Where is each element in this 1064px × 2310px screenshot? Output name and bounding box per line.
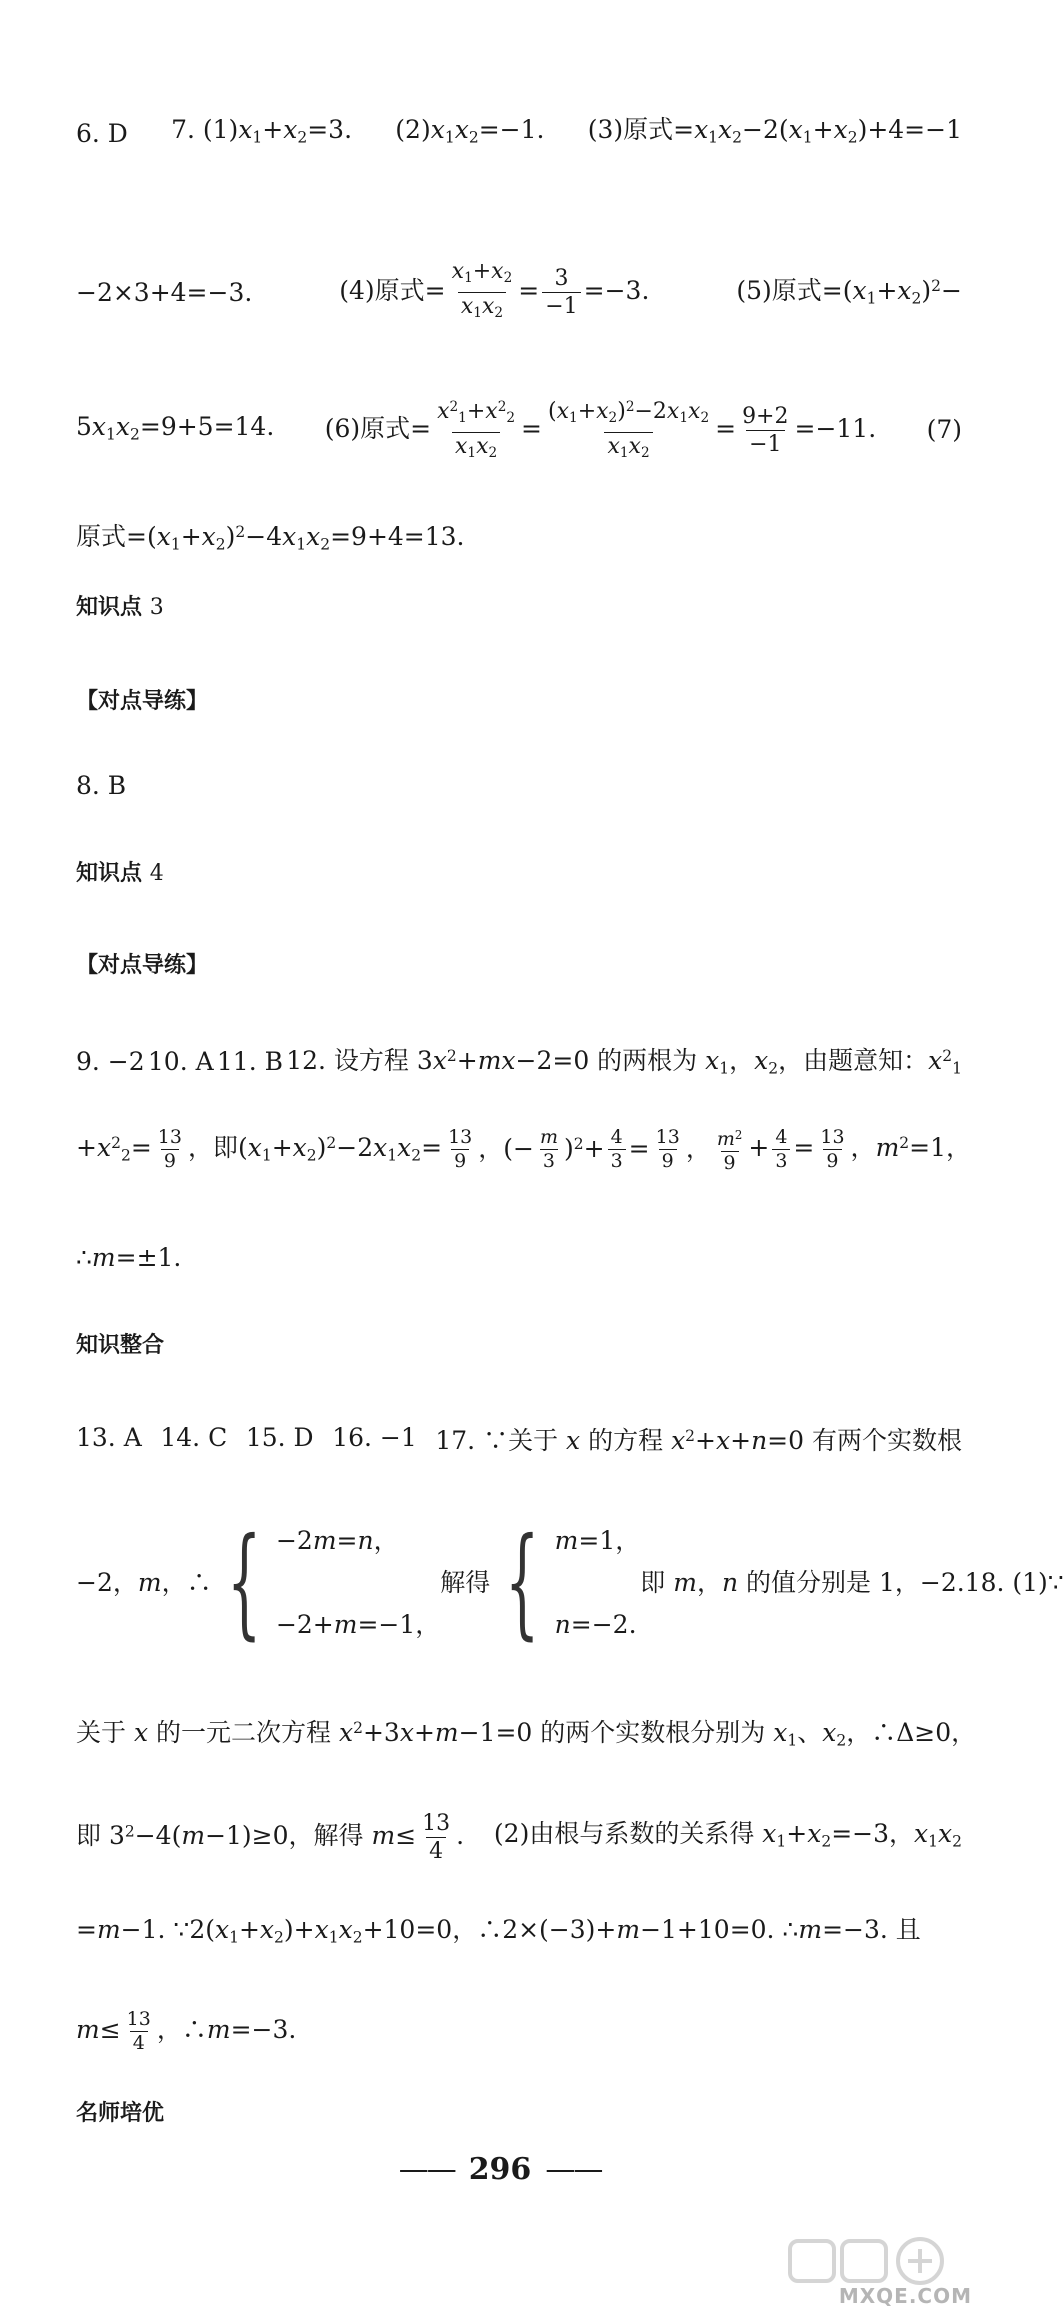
answer-12: 12. 设方程 $3x^2+mx-2=0$ 的两根为 $x_1$，$x_2$，由题意知：$x^2_1$ bbox=[286, 1045, 962, 1078]
answer-18-label: 18. (1)∵ bbox=[964, 1568, 1064, 1597]
answer-10: 10. A bbox=[147, 1047, 214, 1077]
answer-line-17-cont: −2，m，∴ { −2m=n， −2+m=−1， 解得 { m=1， n=−2. 即 m，n 的值分别是 1，−2. 18. (1)∵ bbox=[76, 1513, 1064, 1652]
fraction: $\frac{(x_1+x_2)^2-2x_1x_2}{x_1x_2}$ bbox=[545, 394, 712, 467]
fraction: $\frac{4}{3}$ bbox=[772, 1126, 790, 1173]
fraction: $\frac{13}{9}$ bbox=[448, 1125, 473, 1172]
answer-line-18-2: 即 $3^2-4(m-1)\ge 0$，解得 m≤ $\frac{13}{4}$ . (2)由根与系数的关系得 $x_1+x_2=-3$，$x_1x_2$ bbox=[76, 1811, 962, 1864]
answer-7-6: (6)原式= $\frac{x^2_1+x^2_2}{x_1x_2}$ = $\frac{(x_1+x_2)^2-2x_1x_2}{x_1x_2}$ = $\frac{9+2}{-1}$ =−11. bbox=[325, 394, 876, 467]
fraction: $\frac{13}{9}$ bbox=[655, 1126, 680, 1173]
answer-line-7-6 bbox=[76, 394, 962, 467]
answer-line-18-1: 关于 x 的一元二次方程 $x^2+3x+m-1=0$ 的两个实数根分别为 $x_1$、$x_2$，∴Δ≥0， bbox=[76, 1717, 977, 1750]
answer-15: 15. D bbox=[245, 1423, 314, 1453]
answer-17: 17. ∵关于 x 的方程 $x^2+x+n=0$ 有两个实数根 bbox=[435, 1425, 962, 1455]
answer-7-3-cont: −2×3+4=−3. bbox=[76, 277, 253, 307]
equation-system: { −2m=n， −2+m=−1， bbox=[226, 1513, 441, 1652]
section-heading-practice-1: 【对点导练】 bbox=[76, 689, 209, 714]
section-heading-knowledge-integration: 知识整合 bbox=[76, 1333, 165, 1358]
fraction: $\frac{13}{4}$ bbox=[422, 1811, 451, 1864]
answer-14: 14. C bbox=[160, 1423, 228, 1453]
fraction: $\frac{13}{9}$ bbox=[820, 1125, 845, 1172]
answer-6: 6. D bbox=[76, 118, 128, 148]
answer-7-4: (4)原式= $\frac{x_1+x_2}{x_1x_2}$ = $\frac{3}{-1}$ =−3. bbox=[339, 258, 649, 327]
answer-line-7-7: 原式$=(x_1+x_2)^2-4x_1x_2=9+4=13$. bbox=[76, 521, 465, 554]
fraction: $\frac{3}{-1}$ bbox=[542, 265, 580, 320]
answer-16: 16. −1 bbox=[332, 1423, 417, 1453]
answer-11: 11. B bbox=[216, 1047, 283, 1077]
answer-line-18-end: m≤ $\frac{13}{4}$ ，∴m=−3. bbox=[76, 2008, 297, 2054]
fraction: $\frac{x_1+x_2}{x_1x_2}$ bbox=[449, 258, 516, 327]
answer-line-9-12 bbox=[76, 1038, 962, 1086]
fraction: $\frac{13}{4}$ bbox=[126, 2008, 151, 2054]
answer-line-7-4-5 bbox=[76, 258, 962, 327]
answer-13: 13. A bbox=[76, 1423, 142, 1453]
answer-9: 9. −2 bbox=[76, 1047, 145, 1077]
answer-7-5-cont: $5x_1x_2=9+5=14$. bbox=[76, 411, 275, 444]
answer-7-5: (5)原式$=(x_1+x_2)^2-$ bbox=[736, 276, 962, 308]
watermark-url: MXQE.COM bbox=[838, 2284, 972, 2308]
answer-7-7-label: (7) bbox=[926, 415, 962, 445]
fraction: $\frac{4}{3}$ bbox=[608, 1126, 626, 1173]
answer-line-6-7 bbox=[76, 112, 962, 156]
answer-line-13-17 bbox=[76, 1418, 962, 1459]
page-number: —— 296 —— bbox=[398, 2152, 602, 2187]
answer-7-2: $(2)x_1x_2=-1$. bbox=[395, 115, 545, 147]
answer-line-12-cont: $+x^2_2=$ $\frac{13}{9}$ ，即$(x_1+x_2)^2-2x_1x_2=$ $\frac{13}{9}$ ，(− $\frac{m}{3}$ )$^2$+ $\frac{4}{3}$ = $\frac{13}{9}$ ， $\frac{m^2}{9}$ + $\frac{4}{3}$ = $\frac{13}{9}$ ，$m^2=1$， bbox=[76, 1125, 972, 1174]
solution-system: { m=1， n=−2. bbox=[505, 1513, 641, 1652]
fraction: $\frac{m^2}{9}$ bbox=[716, 1127, 743, 1174]
fraction: $\frac{m}{3}$ bbox=[539, 1126, 558, 1173]
section-heading-teacher-tips: 名师培优 bbox=[76, 2101, 165, 2126]
fraction: $\frac{13}{9}$ bbox=[157, 1125, 182, 1172]
answer-8: 8. B bbox=[76, 771, 127, 800]
section-heading-knowledge-point-3: 知识点 3 bbox=[76, 595, 164, 620]
fraction: $\frac{x^2_1+x^2_2}{x_1x_2}$ bbox=[434, 394, 518, 467]
answer-line-12-end: ∴m=±1. bbox=[76, 1243, 182, 1272]
section-heading-knowledge-point-4: 知识点 4 bbox=[76, 861, 164, 886]
answer-line-18-3: =m−1. $\because 2(x_1+x_2)+x_1x_2+10=0$，∴2×(−3)+m−1+10=0. ∴m=−3. 且 bbox=[76, 1915, 921, 1947]
answer-7-1: 7. $(1)x_1+x_2=3$. bbox=[171, 115, 353, 147]
section-heading-practice-2: 【对点导练】 bbox=[76, 953, 209, 978]
answer-7-3: (3)原式$=x_1x_2-2(x_1+x_2)+4=-1$ bbox=[587, 115, 962, 147]
fraction: $\frac{9+2}{-1}$ bbox=[742, 403, 789, 457]
